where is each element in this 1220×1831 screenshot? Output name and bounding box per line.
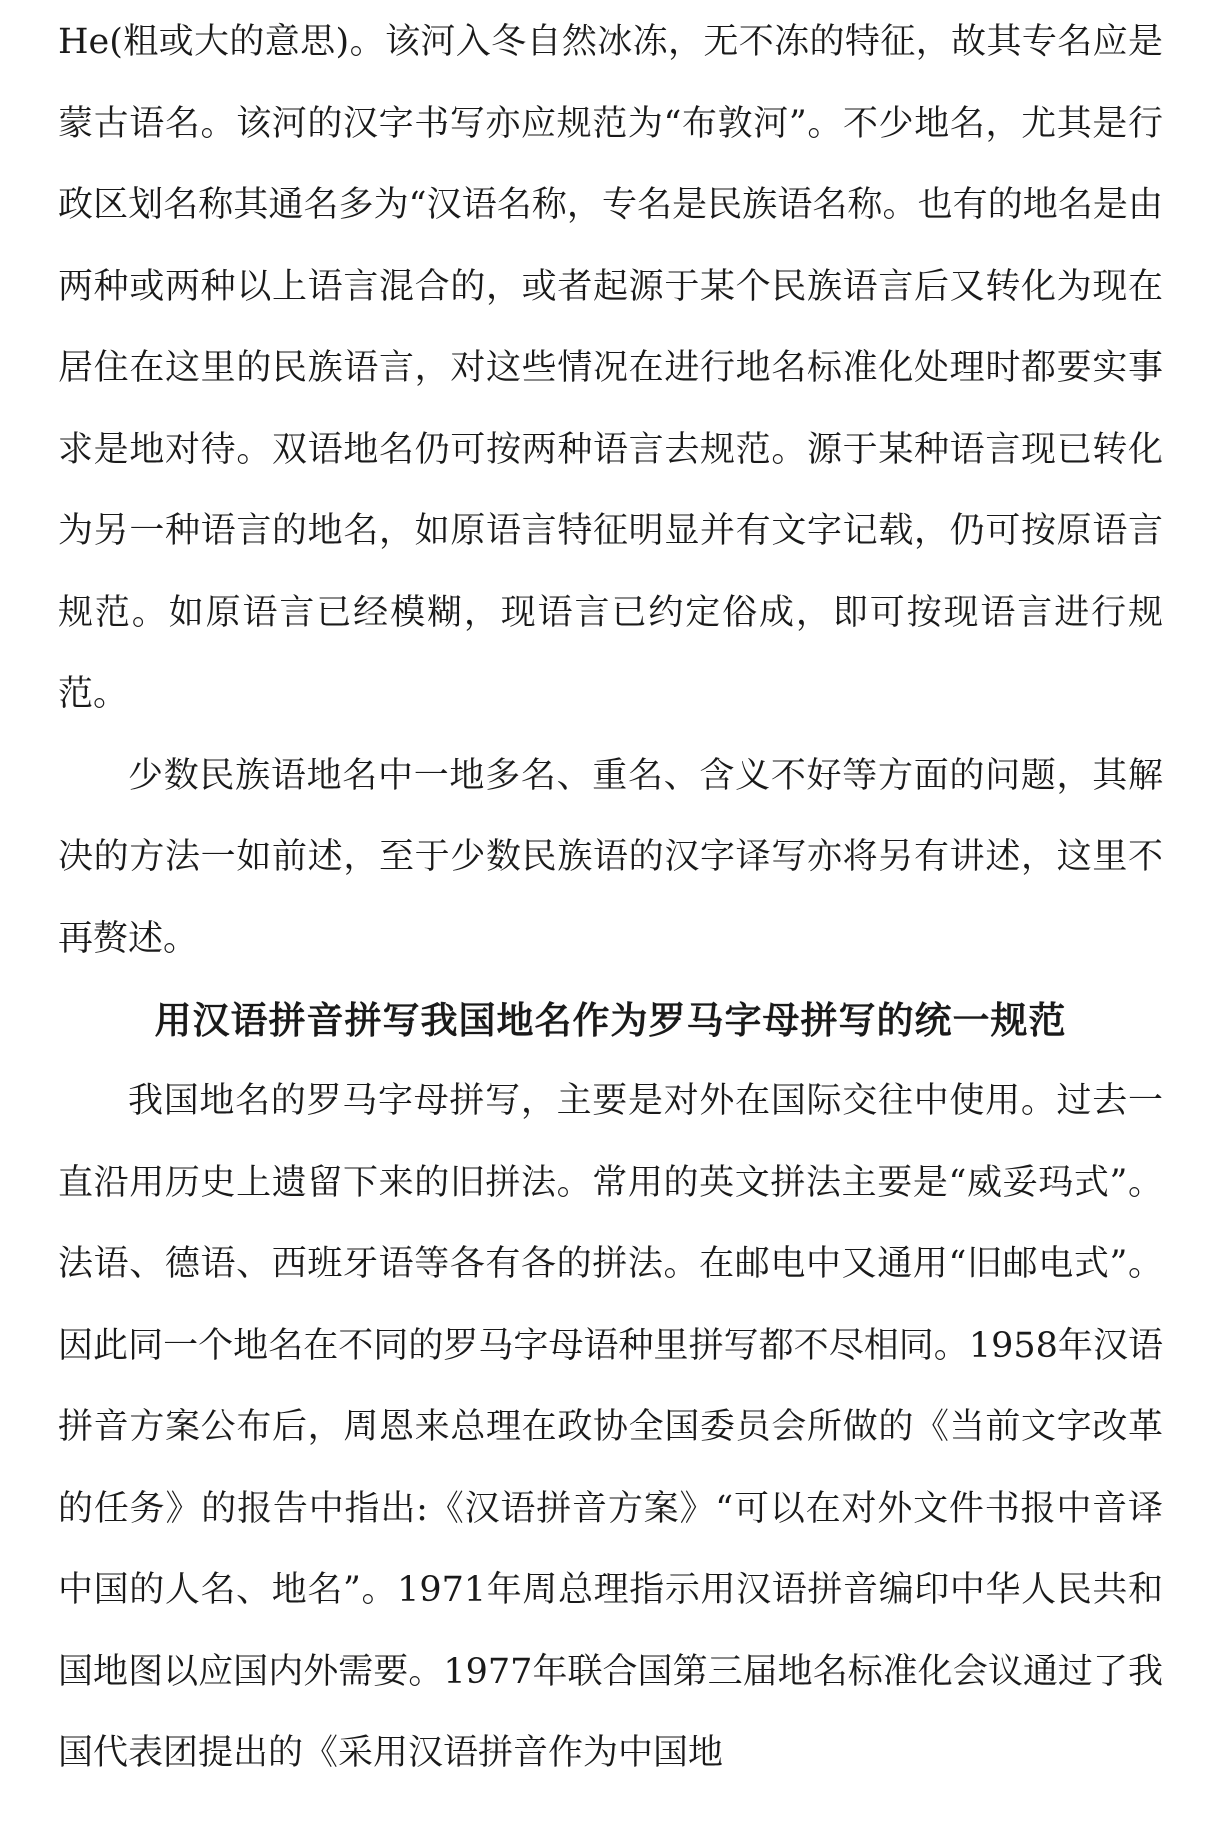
paragraph-minority-language-names: 少数民族语地名中一地多名、重名、含义不好等方面的问题，其解决的方法一如前述，至于少数民族语的汉字译写亦将另有讲述，这里不再赘述。 bbox=[58, 755, 1163, 959]
section-heading: 用汉语拼音拼写我国地名作为罗马字母拼写的统一规范 bbox=[154, 999, 1067, 1042]
paragraph-continued: He(粗或大的意思)。该河入冬自然冰冻，无不冻的特征，故其专名应是蒙古语名。该河的汉字书写亦应规范为“布敦河”。不少地名，尤其是行政区划名称其通名多为“汉语名称，专名是民族语名称。也有的地名是由两种或两种以上语言混合的，或者起源于某个民族语言后又转化为现在居住在这里的民族语言，对这些情况在进行地名标准化处理时都要实事求是地对待。双语地名仍可按两种语言去规范。源于某种语言现已转化为另一种语言的地名，如原语言特征明显并有文字记载，仍可按原语言规范。如原语言已经模糊，现语言已约定俗成，即可按现语言进行规范。 bbox=[58, 22, 1163, 714]
document-page bbox=[58, 0, 1163, 1795]
paragraph-roman-spelling: 我国地名的罗马字母拼写，主要是对外在国际交往中使用。过去一直沿用历史上遗留下来的旧拼法。常用的英文拼法主要是“威妥玛式”。法语、德语、西班牙语等各有各的拼法。在邮电中又通用“旧邮电式”。因此同一个地名在不同的罗马字母语种里拼写都不尽相同。1958年汉语拼音方案公布后，周恩来总理在政协全国委员会所做的《当前文字改革的任务》的报告中指出:《汉语拼音方案》“可以在对外文件书报中音译中国的人名、地名”。1971年周总理指示用汉语拼音编印中华人民共和国地图以应国内外需要。1977年联合国第三届地名标准化会议通过了我国代表团提出的《采用汉语拼音作为中国地 bbox=[58, 1081, 1163, 1773]
